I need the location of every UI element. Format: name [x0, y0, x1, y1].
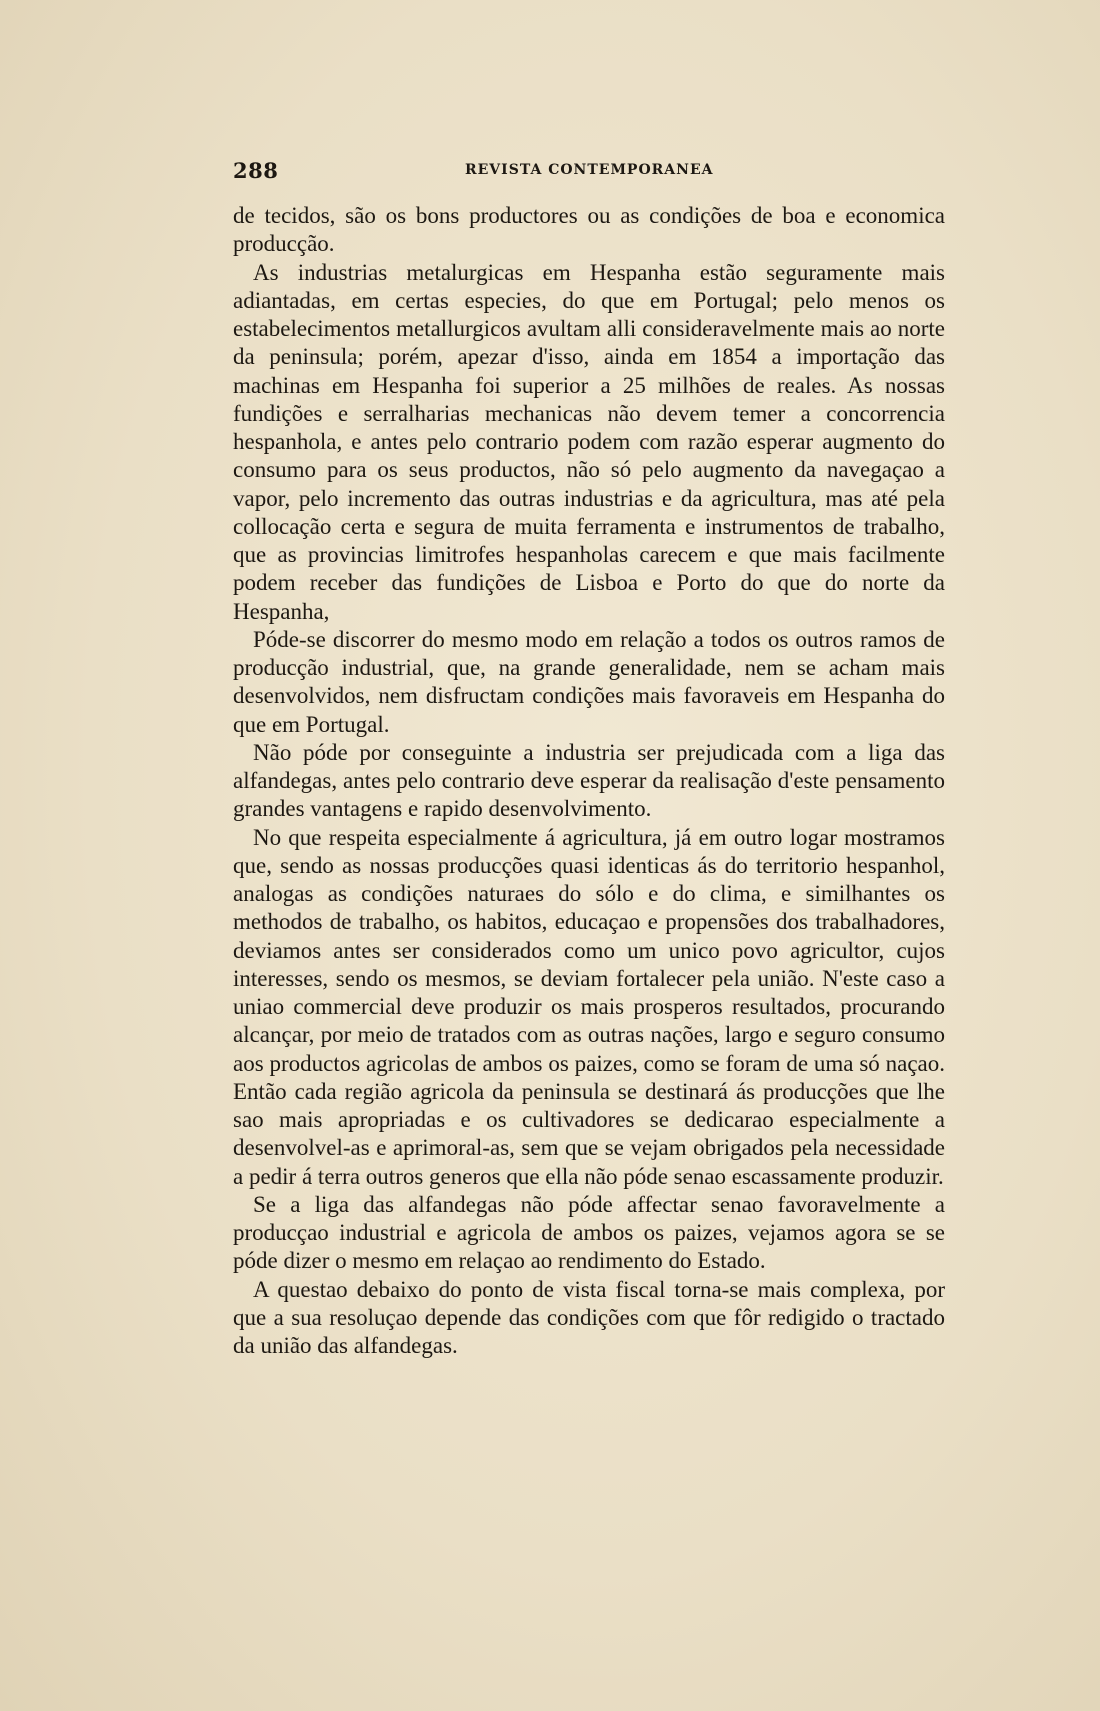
body-text [233, 202, 945, 1360]
paragraph-customs-league: Se a liga das alfandegas não póde affectar senao favoravelmente a producçao industrial e agricola de ambos os paizes, vejamos agora se se póde dizer o mesmo em relaçao ao rendimento do Estado. [233, 1191, 945, 1274]
paragraph-continued: de tecidos, são os bons productores ou as condições de boa e economica producção. [233, 203, 945, 257]
paragraph-agriculture: No que respeita especialmente á agricultura, já em outro logar mostramos que, sendo as nossas producções quasi identicas ás do territorio hespanhol, analogas as condições naturaes do sólo e do clima, e similhantes os methodos de trabalho, os habitos, educaçao e propensões dos trabalhadores, deviamos antes ser considerados como um unico povo agricultor, cujos interesses, sendo os mesmos, se deviam fortalecer pela união. N'este caso a uniao commercial deve produzir os mais prosperos resultados, procurando alcançar, por meio de tratados com as outras nações, largo e seguro consumo aos productos agricolas de ambos os paizes, como se foram de uma só naçao. Então cada região agricola da peninsula se destinará ás producções que lhe sao mais apropriadas e os cultivadores se dedicarao especialmente a desenvolvel-as e aprimoral-as, sem que se vejam obrigados pela necessidade a pedir á terra outros generos que ella não póde senao escassamente produzir. [233, 824, 945, 1189]
paragraph-other-branches: Póde-se discorrer do mesmo modo em relação a todos os outros ramos de producção industrial, que, na grande generalidade, nem se acham mais desenvolvidos, nem disfructam condições mais favoraveis em Hespanha do que em Portugal. [233, 626, 945, 737]
paragraph-fiscal-question: A questao debaixo do ponto de vista fiscal torna-se mais complexa, por que a sua resoluçao depende das condições com que fôr redigido o tractado da união das alfandegas. [233, 1276, 945, 1358]
running-title: REVISTA CONTEMPORANEA [465, 162, 714, 178]
page-header [233, 158, 945, 188]
page-number: 288 [233, 158, 279, 183]
paragraph-industry-conclusion: Não póde por conseguinte a industria ser prejudicada com a liga das alfandegas, antes pelo contrario deve esperar da realisação d'este pensamento grandes vantagens e rapido desenvolvimento. [233, 739, 945, 822]
paragraph-metallurgy: As industrias metalurgicas em Hespanha estão seguramente mais adiantadas, em certas especies, do que em Portugal; pelo menos os estabelecimentos metallurgicos avultam alli consideravelmente mais ao norte da peninsula; porém, apezar d'isso, ainda em 1854 a importação das machinas em Hespanha foi superior a 25 milhões de reales. As nossas fundições e serralharias mechanicas não devem temer a concorrencia hespanhola, e antes pelo contrario podem com razão esperar augmento do consumo para os seus productos, não só pelo augmento da navegaçao a vapor, pelo incremento das outras industrias e da agricultura, mas até pela collocação certa e segura de muita ferramenta e instrumentos de trabalho, que as provincias limitrofes hespanholas carecem e que mais facilmente podem receber das fundições de Lisboa e Porto do que do norte da Hespanha, [233, 259, 945, 624]
